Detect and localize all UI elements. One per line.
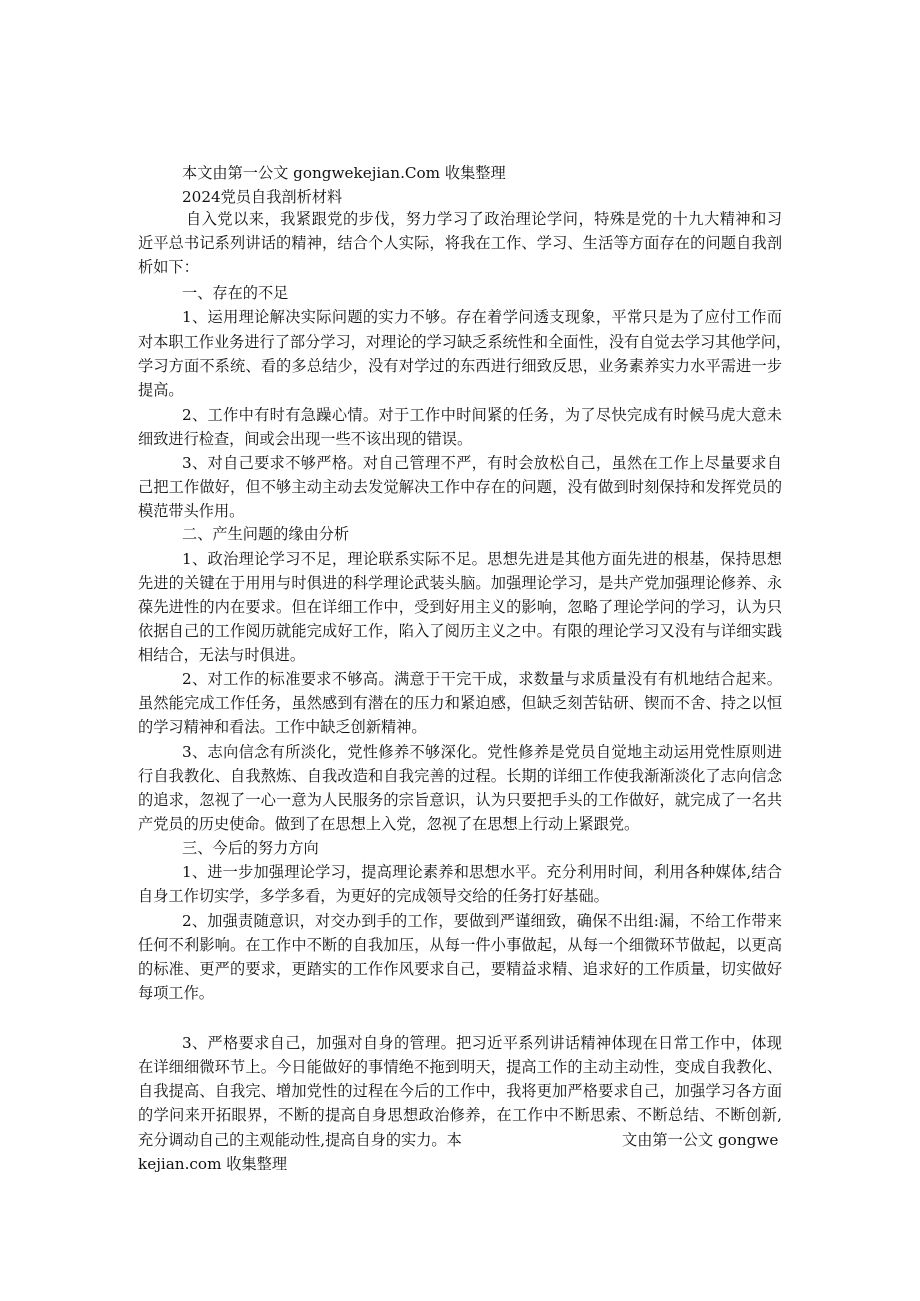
section-heading: 三、今后的努力方向 [182,839,319,857]
paragraph-line: 充分调动自己的主观能动性,提高自身的实力。本 [138,1131,462,1149]
paragraph-line: 学习方面不系统、看的多总结少，没有对学过的东西进行细致反思，业务素养实力水平需进一步 [138,357,782,375]
intro-line: 近平总书记系列讲话的精神，结合个人实际，将我在工作、学习、生活等方面存在的问题自我剖 [138,234,782,252]
footer-source-part1: 文由第一公文 gongwe [622,1131,779,1149]
paragraph-line: 2、工作中有时有急躁心情。对于工作中时间紧的任务，为了尽快完成有时候马虎大意未 [182,406,782,424]
section-heading: 一、存在的不足 [182,284,289,302]
paragraph-line: 先进的关键在于用用与时俱进的科学理论武装头脑。加强理论学习，是共产党加强理论修养、永 [138,574,782,592]
paragraph-line: 相结合，无法与时俱进。 [138,646,306,664]
paragraph-line: 的追求，忽视了一心一意为人民服务的宗旨意识，认为只要把手头的工作做好，就完成了一名共 [138,791,782,809]
paragraph-line: 的学问来开拓眼界，不断的提高自身思想政治修养，在工作中不断思索、不断总结、不断创新, [138,1106,782,1124]
paragraph-line: 3、志向信念有所淡化，党性修养不够深化。党性修养是党员自觉地主动运用党性原则进 [182,743,782,761]
paragraph-line: 1、政治理论学习不足，理论联系实际不足。思想先进是其他方面先进的根基，保持思想 [182,550,782,568]
paragraph-line: 细致进行检查，间或会出现一些不该出现的错误。 [138,430,473,448]
footer-source-part2: kejian.com 收集整理 [138,1155,288,1173]
paragraph-line: 己把工作做好，但不够主动主动去发觉解决工作中存在的问题，没有做到时刻保持和发挥党员的 [138,478,782,496]
document-title: 2024党员自我剖析材料 [182,188,343,206]
paragraph-line: 对本职工作业务进行了部分学习，对理论的学习缺乏系统性和全面性，没有自觉去学习其他学问， [138,333,792,351]
paragraph-line: 依据自己的工作阅历就能完成好工作，陷入了阅历主义之中。有限的理论学习又没有与详细实践 [138,622,782,640]
paragraph-line: 每项工作。 [138,984,214,1002]
paragraph-line: 自我提高、自我完、增加党性的过程在今后的工作中，我将更加严格要求自己，加强学习各方面 [138,1082,782,1100]
intro-line: 自入党以来，我紧跟党的步伐，努力学习了政治理论学问，特殊是党的十九大精神和习 [186,210,782,228]
paragraph-line: 2、对工作的标准要求不够高。满意于干完干成，求数量与求质量没有有机地结合起来。 [182,670,782,688]
paragraph-line: 自身工作切实学，多学多看，为更好的完成领导交给的任务打好基础。 [138,887,609,905]
paragraph-line: 任何不利影响。在工作中不断的自我加压，从每一件小事做起，从每一个细微环节做起，以更高 [138,936,782,954]
paragraph-line: 葆先进性的内在要求。但在详细工作中，受到好用主义的影响，忽略了理论学问的学习，认为只 [138,598,782,616]
paragraph-line: 2、加强责随意识，对交办到手的工作，要做到严谨细致，确保不出组:漏，不给工作带来 [182,912,782,930]
paragraph-line: 模范带头作用。 [138,502,245,520]
paragraph-line: 虽然能完成工作任务，虽然感到有潜在的压力和紧迫感，但缺乏刻苦钻研、锲而不舍、持之以恒 [138,694,782,712]
paragraph-line: 提高。 [138,381,184,399]
paragraph-line: 的标准、更严的要求，更踏实的工作作风要求自己，要精益求精、追求好的工作质量，切实做好 [138,960,782,978]
source-note: 本文由第一公文 gongwekejian.Com 收集整理 [182,164,506,182]
paragraph-line: 3、严格要求自己，加强对自身的管理。把习近平系列讲话精神体现在日常工作中，体现 [182,1034,782,1052]
paragraph-line: 1、进一步加强理论学习，提高理论素养和思想水平。充分利用时间，利用各种媒体,结合 [182,863,782,881]
paragraph-line: 在详细细微环节上。今日能做好的事情绝不拖到明天，提高工作的主动主动性，变成自我教化、 [138,1058,782,1076]
section-heading: 二、产生问题的缘由分析 [182,525,350,543]
paragraph-line: 行自我教化、自我熬炼、自我改造和自我完善的过程。长期的详细工作使我渐渐淡化了志向信念 [138,767,782,785]
paragraph-line: 3、对自己要求不够严格。对自己管理不严，有时会放松自己，虽然在工作上尽量要求自 [182,454,782,472]
paragraph-line: 1、运用理论解决实际问题的实力不够。存在着学问透支现象，平常只是为了应付工作而 [182,308,782,326]
paragraph-line: 的学习精神和看法。工作中缺乏创新精神。 [138,718,427,736]
paragraph-line: 产党员的历史使命。做到了在思想上入党，忽视了在思想上行动上紧跟党。 [138,815,640,833]
intro-line: 析如下： [138,258,199,276]
